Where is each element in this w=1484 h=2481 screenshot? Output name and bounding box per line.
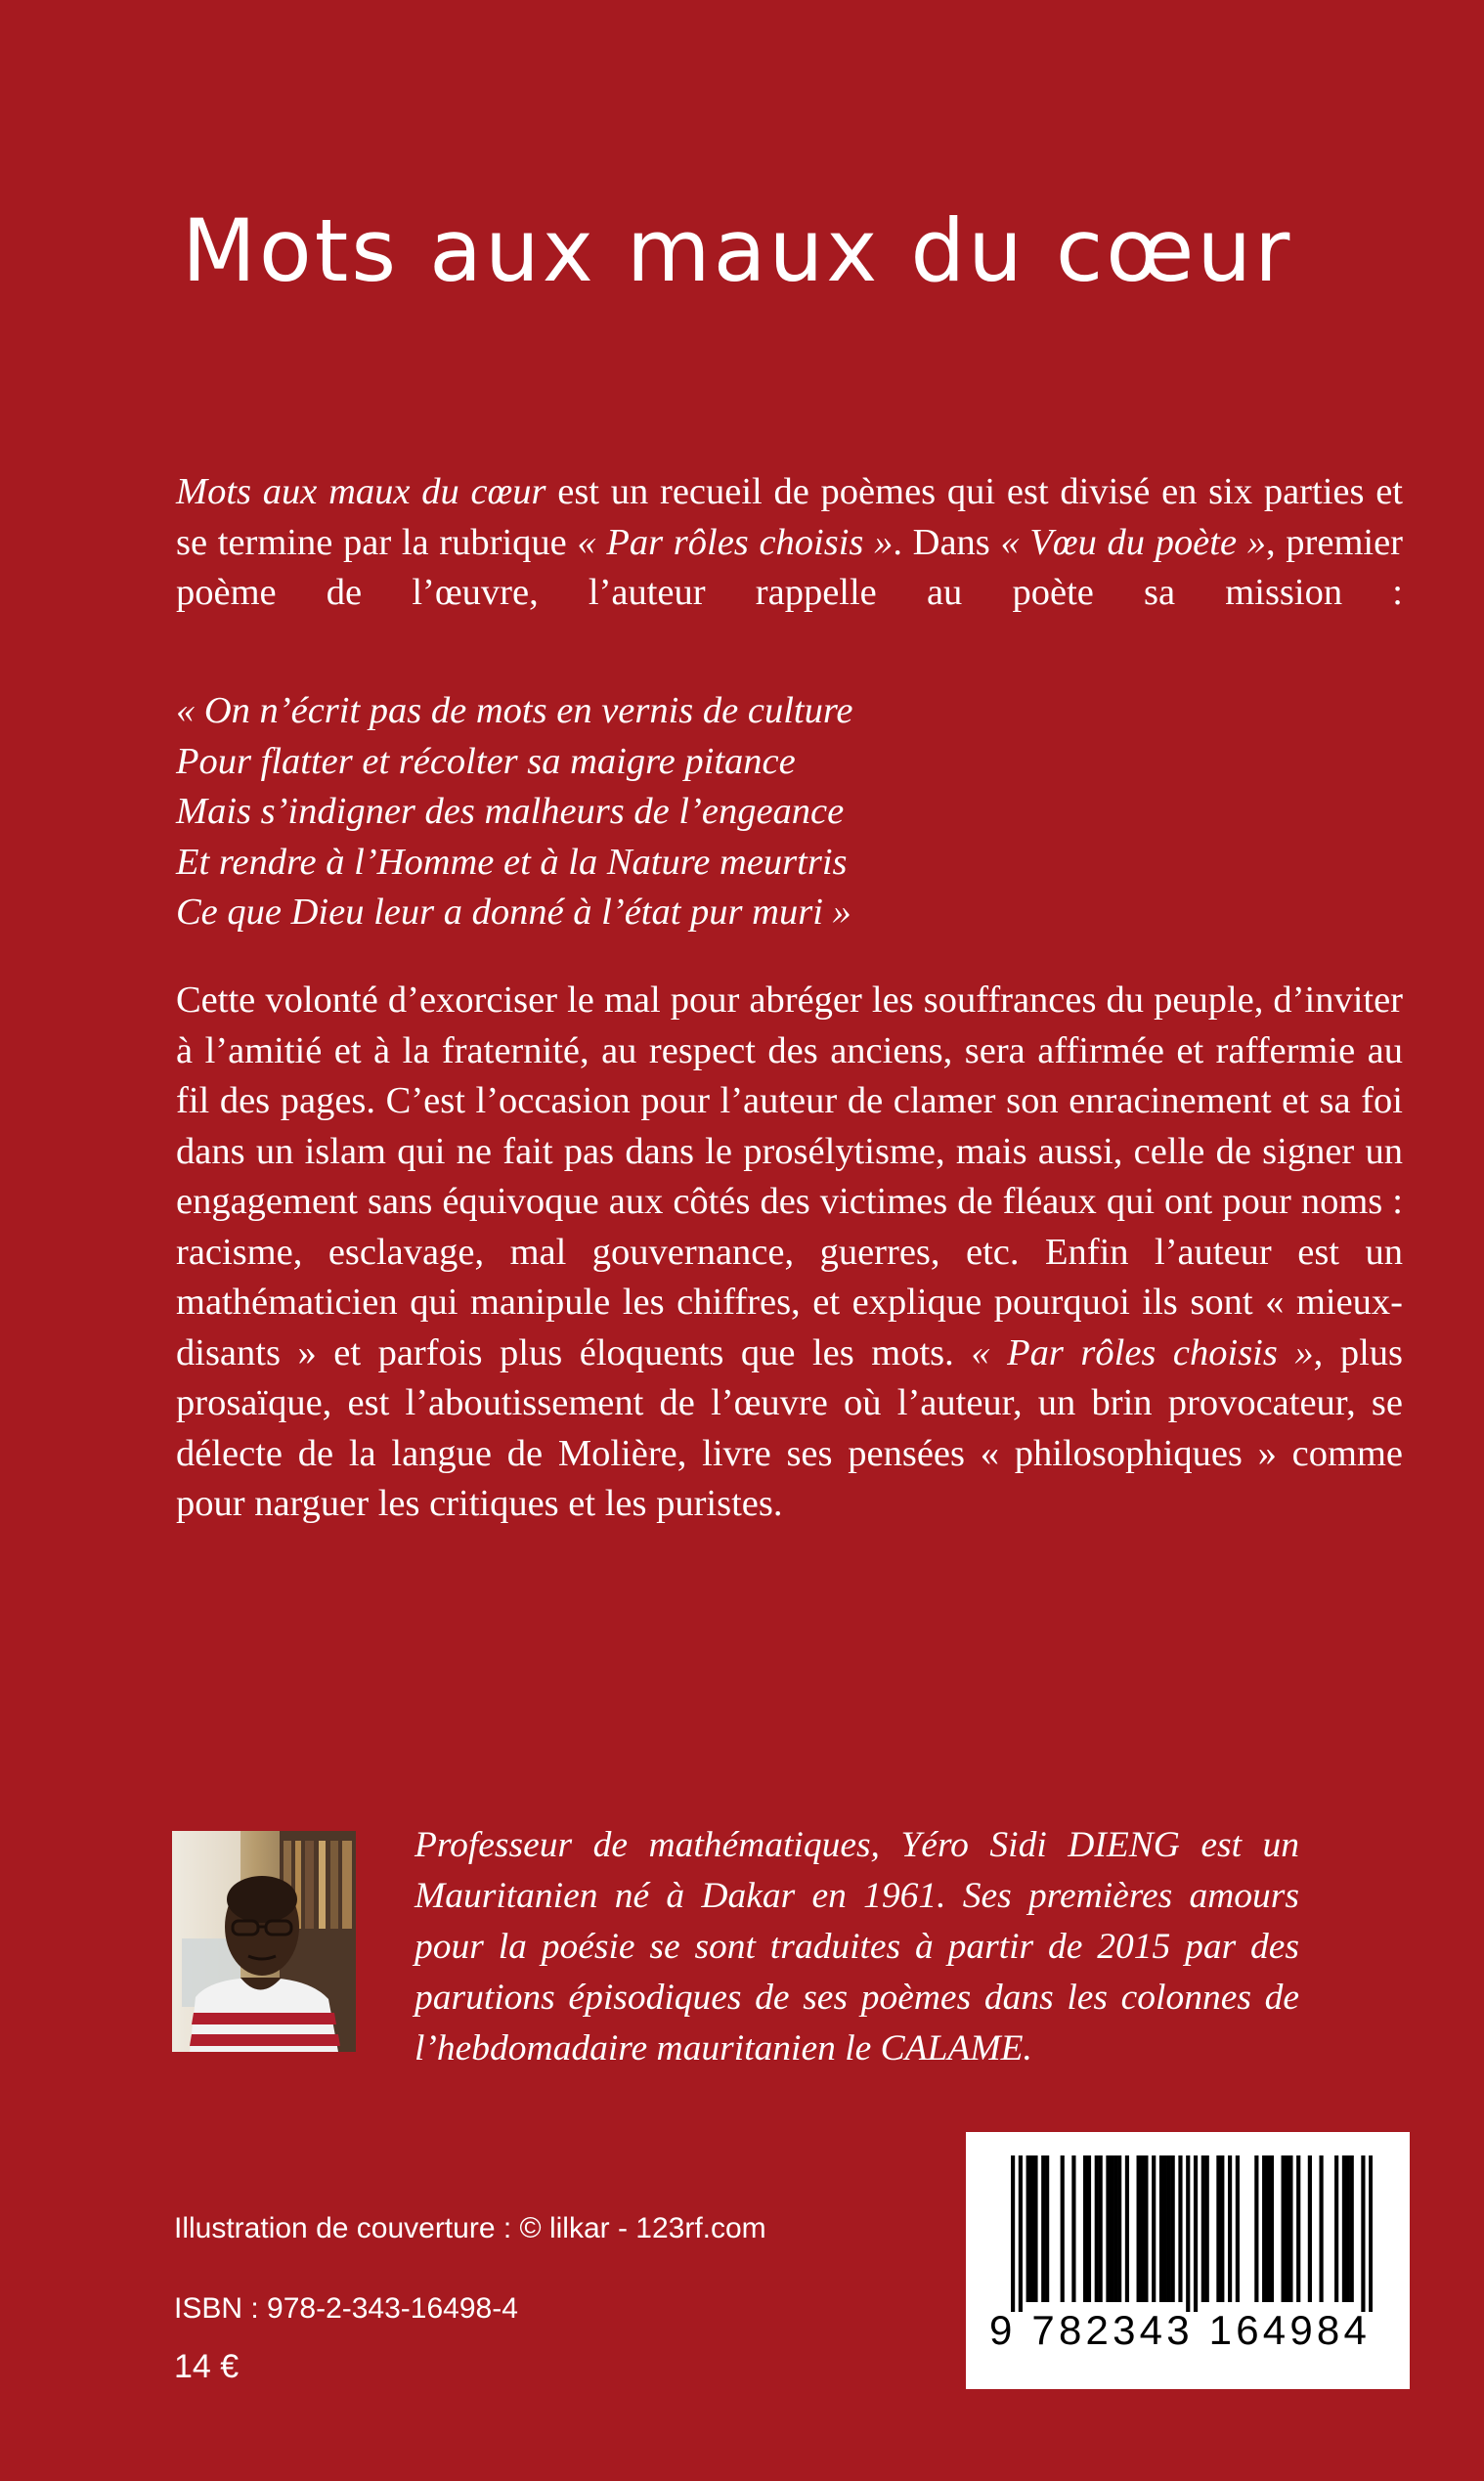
section-name-par-roles: « Par rôles choisis » (577, 521, 894, 563)
barcode-bar (1361, 2155, 1365, 2312)
poem-line: Ce que Dieu leur a donné à l’état pur muri » (176, 892, 851, 933)
barcode-bar (1266, 2155, 1270, 2302)
cover-illustration-credit: Illustration de couverture : © lilkar - 123rf.com (174, 2212, 766, 2244)
barcode (966, 2132, 1410, 2389)
barcode-bars (1011, 2155, 1373, 2312)
barcode-bar (1262, 2155, 1266, 2302)
poem-line: Et rendre à l’Homme et à la Nature meurtris (176, 841, 848, 883)
barcode-bar (1342, 2155, 1346, 2302)
barcode-bar (1350, 2155, 1354, 2302)
barcode-bar (1061, 2155, 1065, 2302)
barcode-bar (1270, 2155, 1274, 2302)
barcode-bar (1125, 2155, 1129, 2302)
barcode-bar (1282, 2155, 1286, 2302)
barcode-bar (1369, 2155, 1373, 2312)
summary-paragraph-2 (176, 976, 1403, 1530)
barcode-bar (1163, 2155, 1167, 2302)
summary-text-1: est un recueil de poèmes qui est divisé en six parties et se termine par la rubrique (176, 471, 1404, 563)
barcode-bar (1113, 2155, 1117, 2302)
section-name-par-roles-2: « Par rôles choisis » (971, 1331, 1314, 1373)
summary-text-2: . Dans (893, 521, 1001, 563)
barcode-bar (1019, 2155, 1023, 2312)
barcode-bar (1220, 2155, 1224, 2302)
barcode-bar (1178, 2155, 1182, 2302)
isbn: ISBN : 978-2-343-16498-4 (174, 2292, 518, 2325)
barcode-bar (1254, 2155, 1258, 2302)
barcode-bar (1083, 2155, 1087, 2302)
barcode-bar (1011, 2155, 1015, 2312)
summary-paragraph-1 (176, 467, 1403, 619)
barcode-bar (1099, 2155, 1103, 2302)
summary-text-5: , plus prosaïque, est l’aboutissement de l’œuvre où l’auteur, un brin provocateur, se délecte de la langue de Molière, livre ses pensées « philosophiques » comme pour narguer les critiques et les puristes. (176, 1331, 1403, 1524)
barcode-bar (1216, 2155, 1220, 2302)
barcode-bar (1095, 2155, 1099, 2302)
barcode-bar (1159, 2155, 1163, 2302)
barcode-bar (1026, 2155, 1030, 2302)
barcode-bar (1144, 2155, 1148, 2302)
barcode-bar (1285, 2155, 1288, 2302)
barcode-bar (1117, 2155, 1121, 2302)
barcode-bar (1228, 2155, 1232, 2302)
barcode-bar (1171, 2155, 1175, 2302)
barcode-bar (1288, 2155, 1292, 2302)
barcode-bar (1029, 2155, 1033, 2302)
author-photo (172, 1831, 356, 2052)
barcode-bar (1334, 2155, 1338, 2302)
barcode-bar (1087, 2155, 1091, 2302)
summary-text-3: , premier poème de l’œuvre, l’auteur rappelle au poète sa mission : (176, 521, 1403, 613)
barcode-bar (1152, 2155, 1156, 2302)
author-photo-image (172, 1831, 356, 2052)
barcode-bar (1140, 2155, 1144, 2302)
book-title: Mots aux maux du cœur (182, 199, 1293, 301)
barcode-bar (1045, 2155, 1049, 2302)
barcode-bar (1106, 2155, 1110, 2302)
barcode-bar (1296, 2155, 1300, 2302)
barcode-bar (1033, 2155, 1037, 2302)
summary-book-title: Mots aux maux du cœur (176, 471, 546, 512)
barcode-bar (1041, 2155, 1045, 2302)
barcode-number: 9 782343 164984 (989, 2307, 1371, 2353)
barcode-bar (1236, 2155, 1240, 2302)
barcode-bar (1186, 2155, 1190, 2312)
author-bio: Professeur de mathématiques, Yéro Sidi DIENG est un Mauritanien né à Dakar en 1961. Ses premières amours pour la poésie se sont traduites à partir de 2015 par des parutions épisodiques de ses poèmes dans les colonnes de l’hebdomadaire mauritanien le CALAME. (415, 1825, 1299, 2068)
barcode-bar (1167, 2155, 1171, 2302)
barcode-bar (1071, 2155, 1075, 2302)
poem-line: Pour flatter et récolter sa maigre pitance (176, 740, 796, 782)
barcode-bar (1137, 2155, 1141, 2302)
barcode-bar (1205, 2155, 1209, 2302)
barcode-bar (1201, 2155, 1205, 2302)
poem-name-voeu: « Vœu du poète » (1000, 521, 1266, 563)
poem-excerpt (176, 686, 1403, 938)
barcode-bar (1319, 2155, 1323, 2302)
barcode-bar (1346, 2155, 1350, 2302)
poem-line: Mais s’indigner des malheurs de l’engeance (176, 791, 845, 832)
summary-text-4: Cette volonté d’exorciser le mal pour abréger les souffrances du peuple, d’inviter à l’amitié et à la fraternité, au respect des anciens, sera affirmée et raffermie au fil des pages. C’est l’occasion pour l’auteur de clamer son enracinement et sa foi dans un islam qui ne fait pas dans le prosélytisme, mais aussi, celle de signer un engagement sans équivoque aux côtés des victimes de fléaux qui ont pour noms : racisme, esclavage, mal gouvernance, guerres, etc. Enfin l’auteur est un mathématicien qui manipule les chiffres, et explique pourquoi ils sont « mieux-disants » et parfois plus éloquents que les mots. (176, 979, 1403, 1373)
barcode-bar (1308, 2155, 1312, 2302)
barcode-bar (1194, 2155, 1198, 2312)
price: 14 € (174, 2348, 240, 2385)
barcode-bar (1110, 2155, 1113, 2302)
poem-line: « On n’écrit pas de mots en vernis de culture (176, 690, 853, 731)
